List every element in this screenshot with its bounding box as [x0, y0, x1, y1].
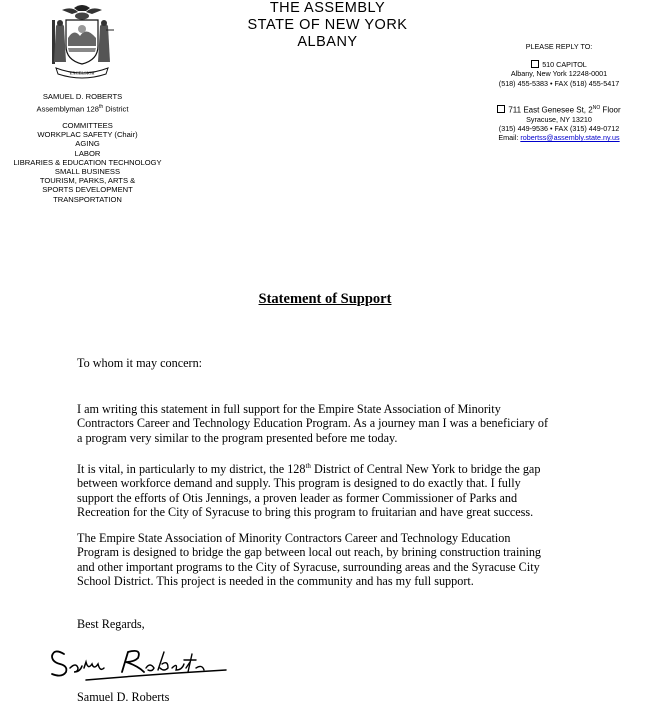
member-name: SAMUEL D. ROBERTS — [42, 92, 123, 101]
committee-item: SPORTS DEVELOPMENT — [42, 185, 133, 195]
signer-name: Samuel D. Roberts — [77, 690, 170, 704]
statement-title: Statement of Support — [258, 291, 392, 307]
member-title: Assemblyman 128th District — [36, 104, 129, 114]
paragraph-line: between workforce demand and supply. This program is designed to do exactly that. I fully — [77, 476, 521, 491]
reply-address-block — [468, 42, 650, 142]
assembly-line-3: ALBANY — [297, 34, 358, 50]
paragraph-line: I am writing this statement in full support for the Empire State Association of Minority — [77, 402, 501, 416]
committee-item: WORKPLAC SAFETY (Chair) — [37, 130, 138, 140]
syracuse-address: Syracuse, NY 13210 — [526, 114, 592, 124]
handwritten-signature — [46, 640, 236, 684]
paragraph-line: It is vital, in particularly to my district, the 128th District of Central New York to bridge the gap — [77, 462, 541, 477]
new-york-state-seal — [48, 2, 116, 80]
committee-item: AGING — [75, 139, 100, 149]
committee-item: SMALL BUSINESS — [54, 167, 121, 177]
syracuse-email-line: Email: robertss@assembly.state.ny.us — [498, 133, 620, 143]
salutation: To whom it may concern: — [77, 356, 203, 370]
paragraph-1 — [77, 402, 577, 445]
checkbox-icon — [531, 60, 539, 68]
assembly-line-2: STATE OF NEW YORK — [247, 17, 408, 33]
syracuse-label: 711 East Genesee St, $2^{NO}$ Floor — [468, 104, 650, 115]
paragraph-2 — [77, 459, 577, 520]
paragraph-line: and other important programs to the City of Syracuse, surrounding areas and the Syracuse City — [77, 559, 540, 574]
committee-item: TRANSPORTATION — [53, 194, 122, 204]
email-link[interactable]: robertss@assembly.state.ny.us — [520, 133, 620, 143]
committees-list — [0, 121, 175, 204]
paragraph-3 — [77, 531, 577, 589]
checkbox-icon — [497, 105, 505, 113]
assembly-header — [200, 0, 455, 51]
syracuse-phone: (315) 449-9536 • FAX (315) 449-0712 — [498, 123, 620, 133]
paragraph-line: School District. This project is needed in the community and has my full support. — [77, 574, 474, 589]
capitol-address: Albany, New York 12248-0001 — [510, 69, 608, 79]
committee-item: LIBRARIES & EDUCATION TECHNOLOGY — [13, 157, 162, 167]
reply-heading: PLEASE REPLY TO: — [525, 42, 593, 51]
committee-item: TOURISM, PARKS, ARTS & — [39, 176, 136, 186]
paragraph-line: Recreation for the City of Syracuse to bring this program to fruitarian and have great success. — [77, 505, 534, 520]
paragraph-line: Contractors Career and Technology Education Program. As a journey man I was a beneficiary of — [77, 416, 549, 431]
committees-heading: COMMITTEES — [62, 121, 113, 130]
capitol-phone: (518) 455-5383 • FAX (518) 455-5417 — [498, 78, 620, 88]
seal-motto: EXCELSIOR — [69, 70, 95, 76]
paragraph-line: support the efforts of Otis Jennings, a proven leader as former Commissioner of Parks and — [77, 490, 518, 505]
paragraph-line: Program is designed to bridge the gap between local out reach, by brining construction training — [77, 545, 542, 560]
paragraph-line: The Empire State Association of Minority Contractors Career and Technology Education — [77, 531, 511, 545]
capitol-label: 510 CAPITOL — [468, 60, 650, 69]
assembly-line-1: THE ASSEMBLY — [269, 0, 386, 16]
committee-item: LABOR — [74, 148, 101, 158]
member-info — [0, 92, 165, 115]
closing: Best Regards, — [77, 617, 145, 631]
paragraph-line: a program very similar to the program presented before me today. — [77, 430, 398, 445]
